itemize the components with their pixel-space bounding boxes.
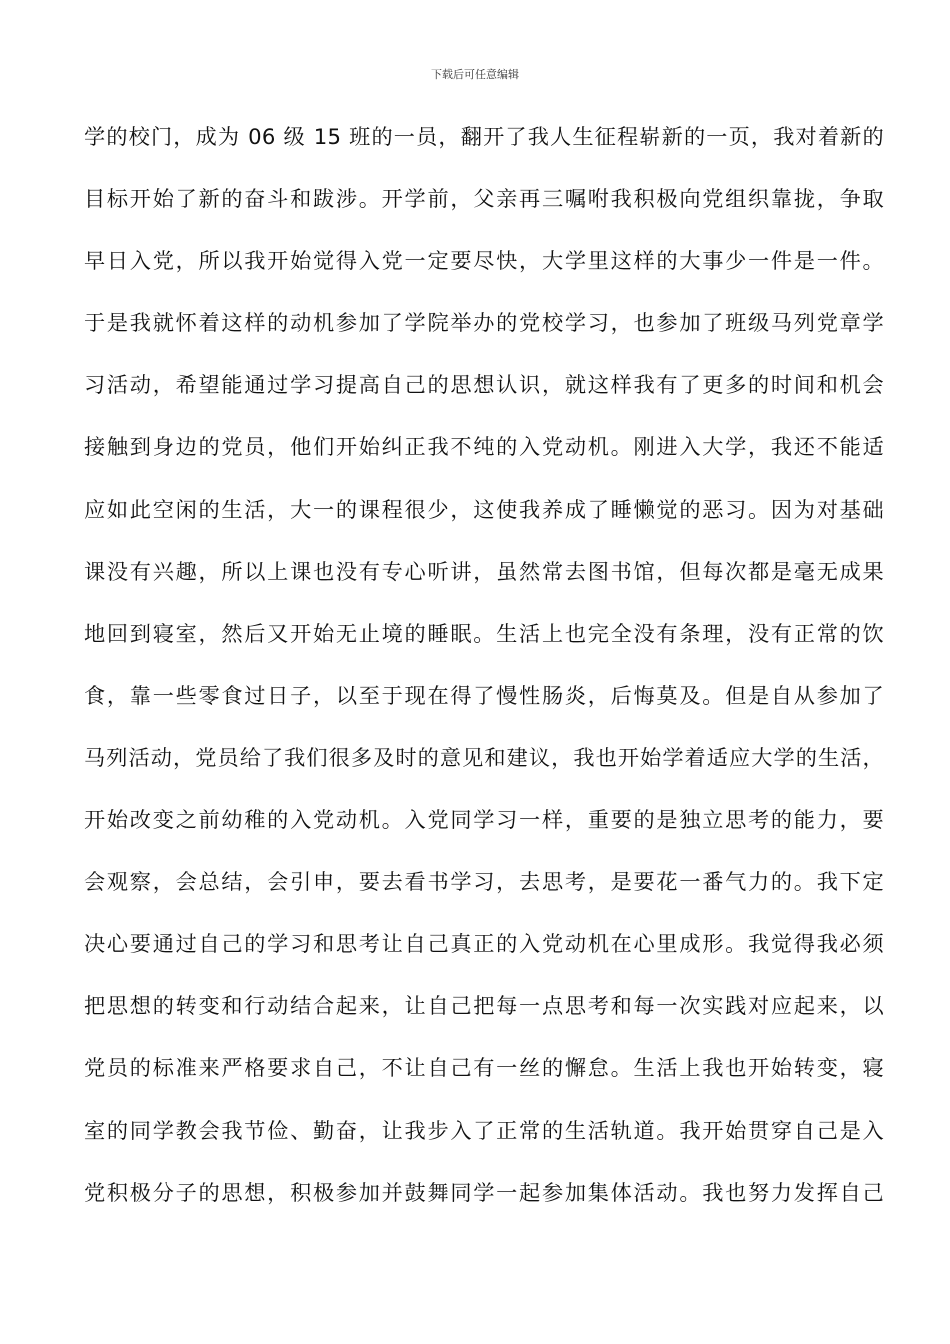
- text-line: 目标开始了新的奋斗和跋涉。开学前，父亲再三嘱咐我积极向党组织靠拢，争取: [84, 186, 884, 212]
- text-line: 于是我就怀着这样的动机参加了学院举办的党校学习，也参加了班级马列党章学: [84, 310, 884, 336]
- text-line: 地回到寝室，然后又开始无止境的睡眠。生活上也完全没有条理，没有正常的饮: [84, 620, 884, 646]
- text-line: 食，靠一些零食过日子，以至于现在得了慢性肠炎，后悔莫及。但是自从参加了: [84, 682, 884, 708]
- page-header: 下载后可任意编辑: [431, 68, 519, 81]
- text-line: 课没有兴趣，所以上课也没有专心听讲，虽然常去图书馆，但每次都是毫无成果: [84, 558, 884, 584]
- text-line: 室的同学教会我节俭、勤奋，让我步入了正常的生活轨道。我开始贯穿自己是入: [84, 1117, 884, 1143]
- text-line: 应如此空闲的生活，大一的课程很少，这使我养成了睡懒觉的恶习。因为对基础: [84, 496, 884, 522]
- body-text: [84, 117, 884, 1235]
- text-line: 党积极分子的思想，积极参加并鼓舞同学一起参加集体活动。我也努力发挥自己: [84, 1179, 884, 1205]
- text-line: 接触到身边的党员，他们开始纠正我不纯的入党动机。刚进入大学，我还不能适: [84, 434, 884, 460]
- text-line: 马列活动，党员给了我们很多及时的意见和建议，我也开始学着适应大学的生活，: [84, 744, 884, 770]
- text-line: 学的校门，成为 06 级 15 班的一员，翻开了我人生征程崭新的一页，我对着新的: [84, 124, 884, 149]
- text-line: 早日入党，所以我开始觉得入党一定要尽快，大学里这样的大事少一件是一件。: [84, 248, 884, 274]
- text-line: 决心要通过自己的学习和思考让自己真正的入党动机在心里成形。我觉得我必须: [84, 931, 884, 957]
- text-line: 习活动，希望能通过学习提高自己的思想认识，就这样我有了更多的时间和机会: [84, 372, 884, 398]
- text-line: 会观察，会总结，会引申，要去看书学习，去思考，是要花一番气力的。我下定: [84, 869, 884, 895]
- text-line: 把思想的转变和行动结合起来，让自己把每一点思考和每一次实践对应起来，以: [84, 993, 884, 1019]
- text-line: 党员的标准来严格要求自己，不让自己有一丝的懈怠。生活上我也开始转变，寝: [84, 1055, 884, 1081]
- text-line: 开始改变之前幼稚的入党动机。入党同学习一样，重要的是独立思考的能力，要: [84, 807, 884, 833]
